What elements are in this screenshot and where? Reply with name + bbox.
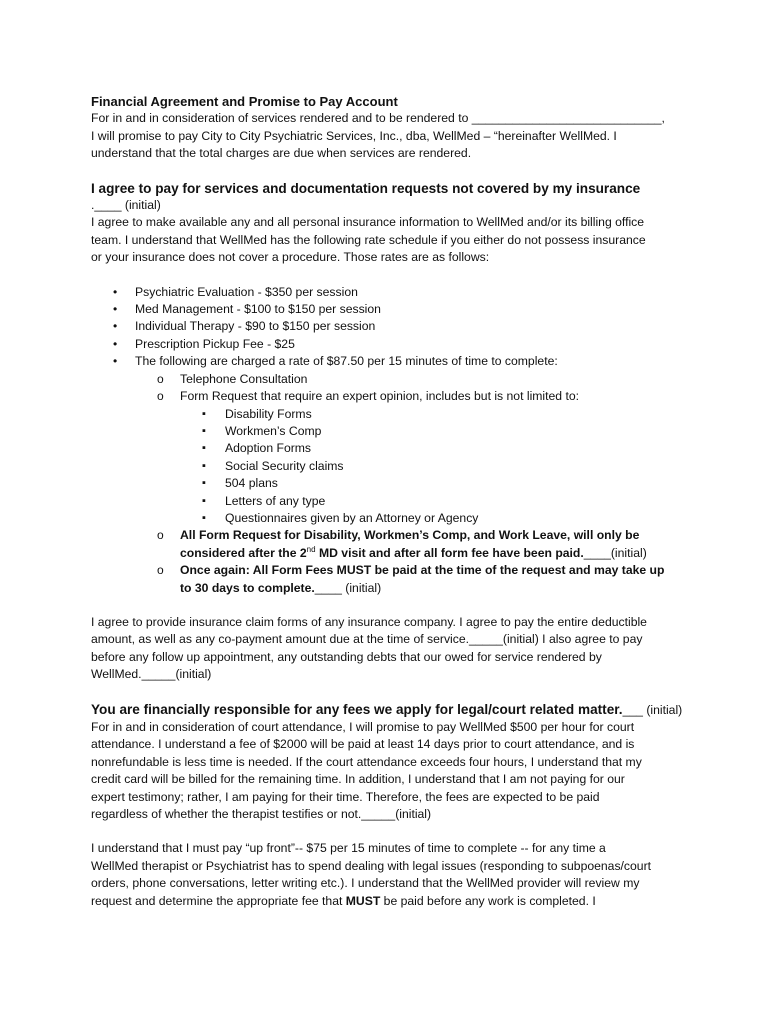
form-type-item: ▪ Social Security claims: [180, 458, 691, 475]
note1-superscript: nd: [306, 544, 316, 554]
form-types-list: [180, 406, 691, 528]
document-page: [91, 93, 691, 910]
form-type-item: ▪ Adoption Forms: [180, 440, 691, 457]
note2-line2: to 30 days to complete.: [180, 580, 315, 595]
telephone-consultation-item: o Telephone Consultation: [135, 371, 691, 388]
form-request-label: Form Request that require an expert opinion, includes but is not limited to:: [180, 389, 580, 404]
legal-body-line-5: expert testimony; rather, I am paying for their time. Therefore, the fees are expected to be paid: [91, 789, 600, 804]
claims-line-2: amount, as well as any co-payment amount due at the time of service._____(initial) I also agree to pay: [91, 632, 643, 647]
note1-line2a: considered after the 2: [180, 545, 307, 560]
form-type-item: ▪ 504 plans: [180, 475, 691, 492]
form-visit-requirement-note: [135, 527, 691, 562]
rate-item-timed-label: The following are charged a rate of $87.50 per 15 minutes of time to complete:: [135, 354, 558, 369]
insurance-body-line-2: team. I understand that WellMed has the following rate schedule if you either do not possess insurance: [91, 232, 646, 247]
legal-body-line-2: attendance. I understand a fee of $2000 will be paid at least 14 days prior to court attendance, and is: [91, 737, 635, 752]
legal-body-line-6: regardless of whether the therapist testifies or not._____(initial): [91, 807, 432, 822]
legal-body-line-4: credit card will be billed for the remaining time. In addition, I understand that I am not paying for our: [91, 772, 625, 787]
upfront-line-4: [91, 893, 691, 910]
upfront-line-2: WellMed therapist or Psychiatrist has to spend dealing with legal issues (responding to subpoenas/court: [91, 858, 652, 873]
claims-line-1: I agree to provide insurance claim forms of any insurance company. I agree to pay the entire deductible: [91, 614, 647, 629]
upfront-must: MUST: [345, 893, 381, 908]
intro-line-2: I will promise to pay City to City Psychiatric Services, Inc., dba, WellMed – “hereinafter WellMed. I: [91, 128, 617, 143]
rate-item: • Prescription Pickup Fee - $25: [91, 336, 691, 353]
insurance-initial-line: .____ (initial): [91, 198, 161, 213]
legal-body-line-1: For in and in consideration of court attendance, I will promise to pay WellMed $500 per hour for court: [91, 720, 635, 734]
form-type-item: ▪ Disability Forms: [180, 406, 691, 423]
note1-line2b: MD visit and after all form fee have been paid.: [315, 545, 584, 560]
legal-section-heading: You are financially responsible for any fees we apply for legal/court related matter.: [91, 701, 623, 717]
rate-item: • Psychiatric Evaluation - $350 per session: [91, 284, 691, 301]
form-type-item: ▪ Letters of any type: [180, 493, 691, 510]
form-type-item: ▪ Questionnaires given by an Attorney or Agency: [180, 510, 691, 527]
claims-line-3: before any follow up appointment, any outstanding debts that our owed for service rendered by: [91, 649, 602, 664]
document-title: Financial Agreement and Promise to Pay Account: [91, 94, 398, 109]
insurance-section-heading: I agree to pay for services and documentation requests not covered by my insurance: [91, 180, 641, 196]
note2-initial: ____ (initial): [314, 580, 382, 595]
upfront-line-3: orders, phone conversations, letter writing etc.). I understand that the WellMed provider will review my: [91, 876, 640, 891]
form-fee-payment-note: [135, 562, 691, 597]
legal-section-heading-row: [91, 701, 691, 719]
insurance-body-line-1: I agree to make available any and all personal insurance information to WellMed and/or its billing office: [91, 215, 645, 230]
upfront-last-a: request and determine the appropriate fee that: [91, 893, 346, 908]
note2-line1: Once again: All Form Fees MUST be paid at the time of the request and may take up: [180, 563, 665, 578]
legal-section-initial: ___ (initial): [622, 702, 683, 717]
form-type-item: ▪ Workmen’s Comp: [180, 423, 691, 440]
rate-item: • Individual Therapy - $90 to $150 per session: [91, 318, 691, 335]
rate-schedule-list: [91, 284, 691, 597]
note1-initial: ____(initial): [583, 545, 647, 560]
legal-body-line-3: nonrefundable is less time is needed. If the court attendance exceeds four hours, I understand that my: [91, 754, 642, 769]
timed-services-list: [135, 371, 691, 597]
insurance-body-line-3: or your insurance does not cover a procedure. Those rates are as follows:: [91, 250, 490, 265]
form-request-item: [135, 388, 691, 527]
intro-line-1: For in and in consideration of services rendered and to be rendered to ____________________________,: [91, 111, 665, 126]
note1-line1: All Form Request for Disability, Workmen’s Comp, and Work Leave, will only be: [180, 528, 640, 543]
rate-item-timed: [91, 353, 691, 597]
upfront-last-b: be paid before any work is completed. I: [380, 893, 596, 908]
rate-item: • Med Management - $100 to $150 per session: [91, 301, 691, 318]
upfront-line-1: I understand that I must pay “up front”-- $75 per 15 minutes of time to complete -- for any time a: [91, 841, 606, 856]
claims-line-4: WellMed._____(initial): [91, 667, 212, 682]
intro-line-3: understand that the total charges are due when services are rendered.: [91, 146, 472, 161]
